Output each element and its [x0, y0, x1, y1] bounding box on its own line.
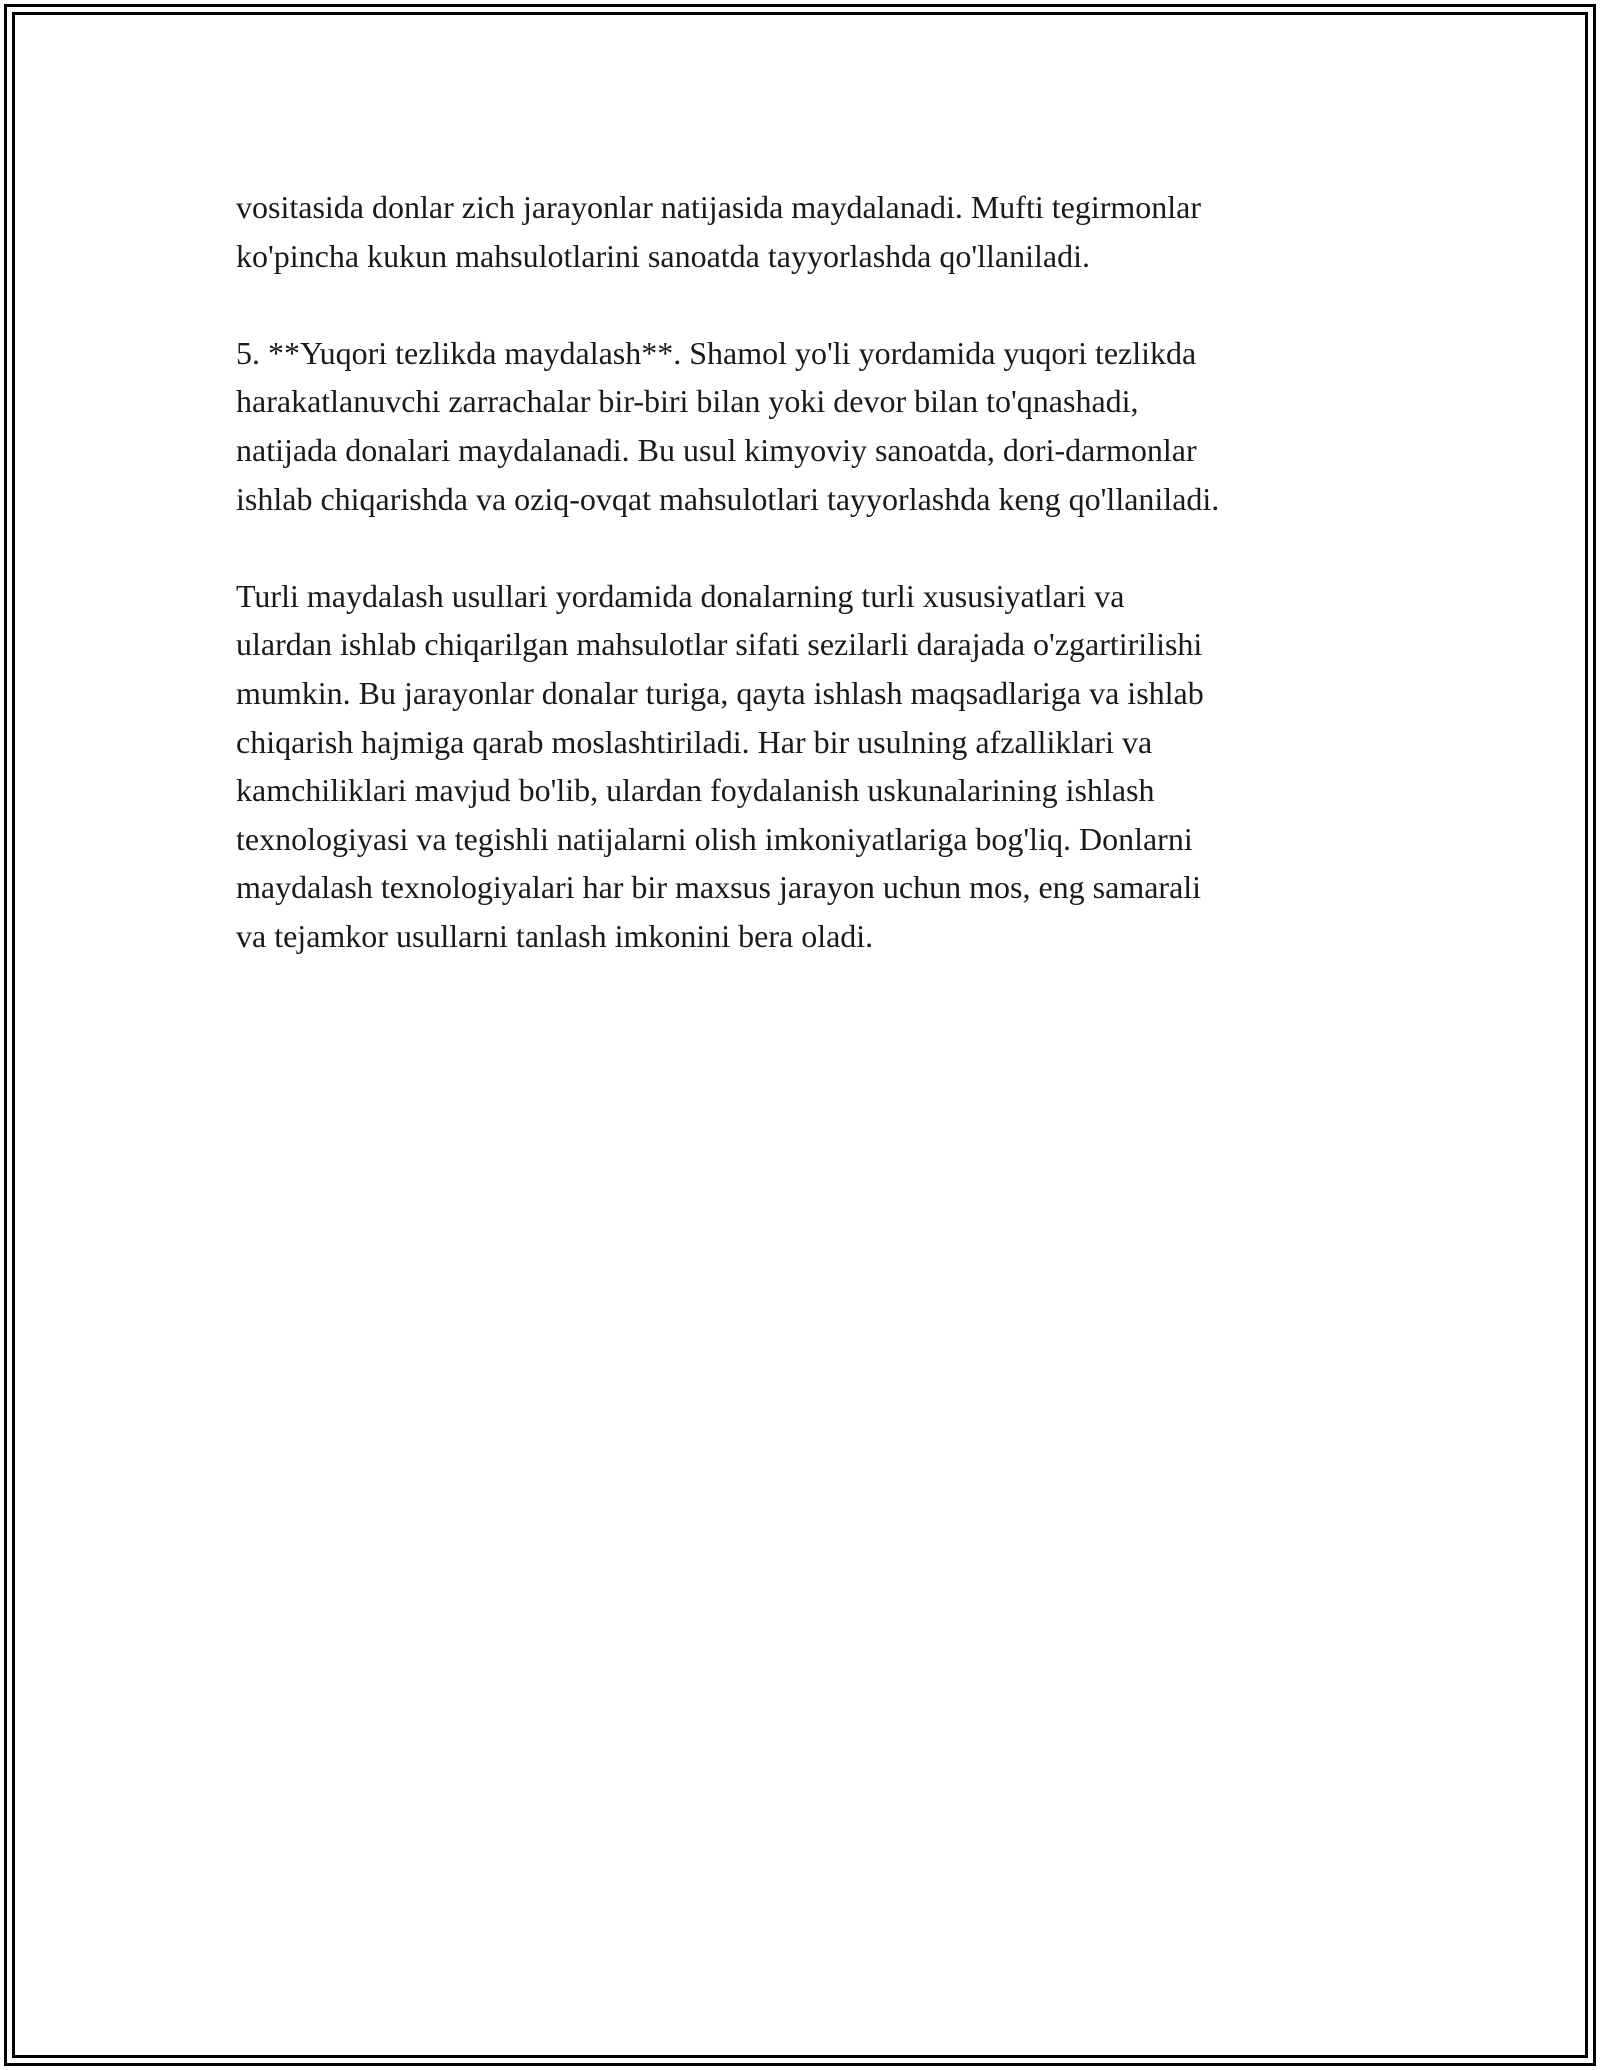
document-body [236, 183, 1396, 961]
paragraph-conclusion: Turli maydalash usullari yordamida donalarning turli xususiyatlari va ulardan ishlab chiqarilgan mahsulotlar sifati sezilarli darajada o'zgartirilishi mumkin. Bu jarayonlar donalar turiga, qayta ishlash maqsadlariga va ishlab chiqarish hajmiga qarab moslashtiriladi. Har bir usulning afzalliklari va kamchiliklari mavjud bo'lib, ulardan foydalanish uskunalarining ishlash texnologiyasi va tegishli natijalarni olish imkoniyatlariga bog'liq. Donlarni maydalash texnologiyalari har bir maxsus jarayon uchun mos, eng samarali va tejamkor usullarni tanlash imkonini bera oladi. [236, 577, 1204, 954]
paragraph-high-speed-grinding: 5. **Yuqori tezlikda maydalash**. Shamol yo'li yordamida yuqori tezlikda harakatlanuvchi zarrachalar bir-biri bilan yoki devor bilan to'qnashadi, natijada donalari maydalanadi. Bu usul kimyoviy sanoatda, dori-darmonlar ishlab chiqarishda va oziq-ovqat mahsulotlari tayyorlashda keng qo'llaniladi. [236, 334, 1220, 517]
paragraph-continuation: vositasida donlar zich jarayonlar natijasida maydalanadi. Mufti tegirmonlar ko'pincha kukun mahsulotlarini sanoatda tayyorlashda qo'llaniladi. [236, 189, 1202, 274]
